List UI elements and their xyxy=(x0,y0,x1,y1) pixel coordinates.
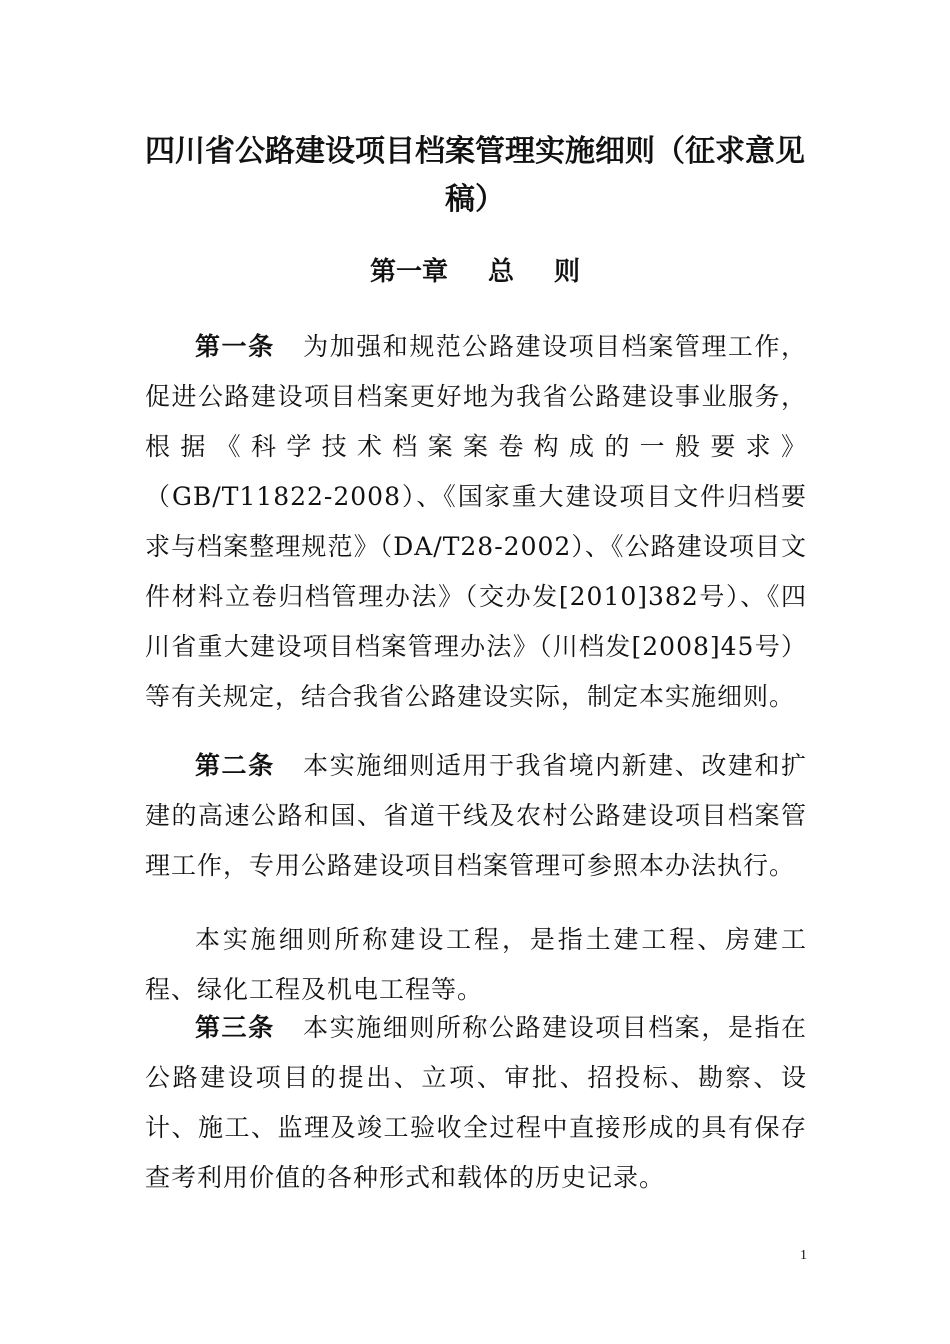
chapter-name-part2: 则 xyxy=(554,257,581,287)
article-1-label: 第一条 xyxy=(195,332,275,361)
chapter-number: 第一章 xyxy=(369,257,448,287)
paragraph-construction-scope xyxy=(145,915,807,1015)
article-2-label: 第二条 xyxy=(195,751,275,780)
article-1 xyxy=(145,322,807,722)
article-3-label: 第三条 xyxy=(195,1013,275,1042)
article-1-text: 为加强和规范公路建设项目档案管理工作，促进公路建设项目档案更好地为我省公路建设事业服务，根据《科学技术档案案卷构成的一般要求》（GB/T11822-2008）、《国家重大建设项目文件归档要求与档案整理规范》（DA/T28-2002）、《公路建设项目文件材料立卷归档管理办法》（交办发[2010]382号）、《四川省重大建设项目档案管理办法》（川档发[2008]45号）等有关规定，结合我省公路建设实际，制定本实施细则。 xyxy=(145,332,807,711)
article-2 xyxy=(145,741,807,891)
document-title: 四川省公路建设项目档案管理实施细则（征求意见稿） xyxy=(145,134,805,217)
article-3-text: 本实施细则所称公路建设项目档案，是指在公路建设项目的提出、立项、审批、招投标、勘察、设计、施工、监理及竣工验收全过程中直接形成的具有保存查考利用价值的各种形式和载体的历史记录。 xyxy=(145,1013,807,1192)
chapter-heading xyxy=(145,252,805,292)
article-2-text: 本实施细则适用于我省境内新建、改建和扩建的高速公路和国、省道干线及农村公路建设项目档案管理工作，专用公路建设项目档案管理可参照本办法执行。 xyxy=(145,751,807,880)
chapter-name-part1: 总 xyxy=(487,257,514,287)
page-number: 1 xyxy=(800,1248,807,1263)
article-3 xyxy=(145,1003,807,1203)
paragraph-construction-scope-text: 本实施细则所称建设工程，是指土建工程、房建工程、绿化工程及机电工程等。 xyxy=(145,925,807,1004)
